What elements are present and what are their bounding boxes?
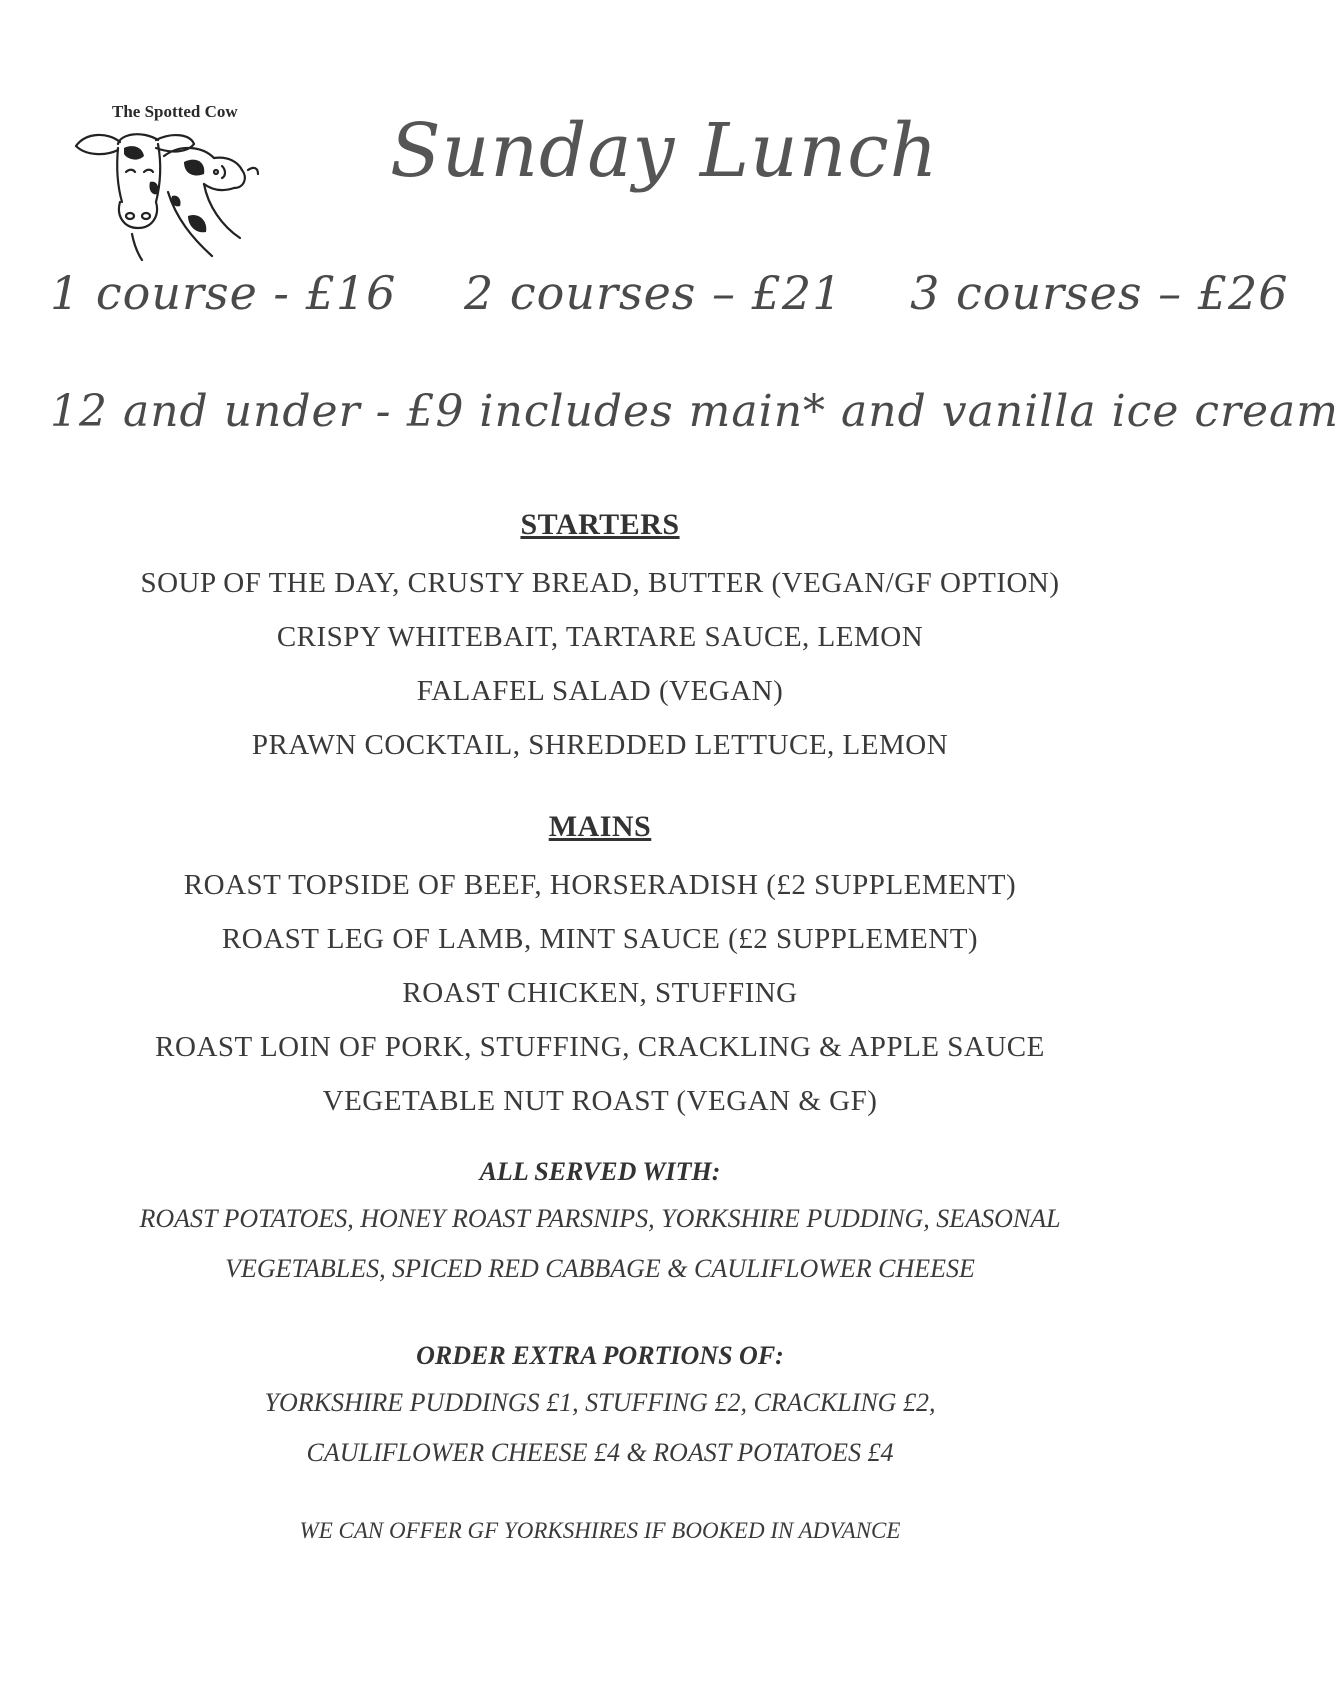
extras-line: CAULIFLOWER CHEESE £4 & ROAST POTATOES £4 — [306, 1438, 894, 1467]
extras-heading: ORDER EXTRA PORTIONS OF: — [416, 1341, 784, 1370]
main-item: VEGETABLE NUT ROAST (VEGAN & GF) — [322, 1085, 878, 1117]
course-prices — [50, 266, 1289, 320]
extras-line: YORKSHIRE PUDDINGS £1, STUFFING £2, CRACKLING £2, — [264, 1388, 936, 1417]
main-item: ROAST CHICKEN, STUFFING — [402, 977, 798, 1009]
menu-body — [0, 508, 1200, 1544]
cow-icon — [72, 126, 262, 262]
starter-item: SOUP OF THE DAY, CRUSTY BREAD, BUTTER (VEGAN/GF OPTION) — [140, 567, 1060, 599]
starter-item: FALAFEL SALAD (VEGAN) — [416, 675, 784, 707]
page-title: Sunday Lunch — [390, 108, 939, 194]
price-two-courses: 2 courses – £21 — [464, 266, 843, 320]
mains-heading: MAINS — [548, 810, 652, 843]
price-three-courses: 3 courses – £26 — [910, 266, 1289, 320]
served-with-line: ROAST POTATOES, HONEY ROAST PARSNIPS, YORKSHIRE PUDDING, SEASONAL — [139, 1204, 1061, 1233]
main-item: ROAST LOIN OF PORK, STUFFING, CRACKLING & APPLE SAUCE — [155, 1031, 1045, 1063]
starter-item: CRISPY WHITEBAIT, TARTARE SAUCE, LEMON — [276, 621, 924, 653]
price-one-course: 1 course - £16 — [50, 266, 397, 320]
main-item: ROAST LEG OF LAMB, MINT SAUCE (£2 SUPPLEMENT) — [221, 923, 979, 955]
starter-item: PRAWN COCKTAIL, SHREDDED LETTUCE, LEMON — [251, 729, 949, 761]
logo-name: The Spotted Cow — [112, 102, 238, 121]
logo — [72, 102, 262, 262]
starters-heading: STARTERS — [520, 508, 680, 541]
footer-note: WE CAN OFFER GF YORKSHIRES IF BOOKED IN ADVANCE — [299, 1518, 901, 1543]
served-with-heading: ALL SERVED WITH: — [479, 1157, 721, 1186]
kids-offer: 12 and under - £9 includes main* and vanilla ice cream — [50, 386, 1339, 437]
served-with-line: VEGETABLES, SPICED RED CABBAGE & CAULIFLOWER CHEESE — [225, 1254, 975, 1283]
main-item: ROAST TOPSIDE OF BEEF, HORSERADISH (£2 SUPPLEMENT) — [183, 869, 1017, 901]
